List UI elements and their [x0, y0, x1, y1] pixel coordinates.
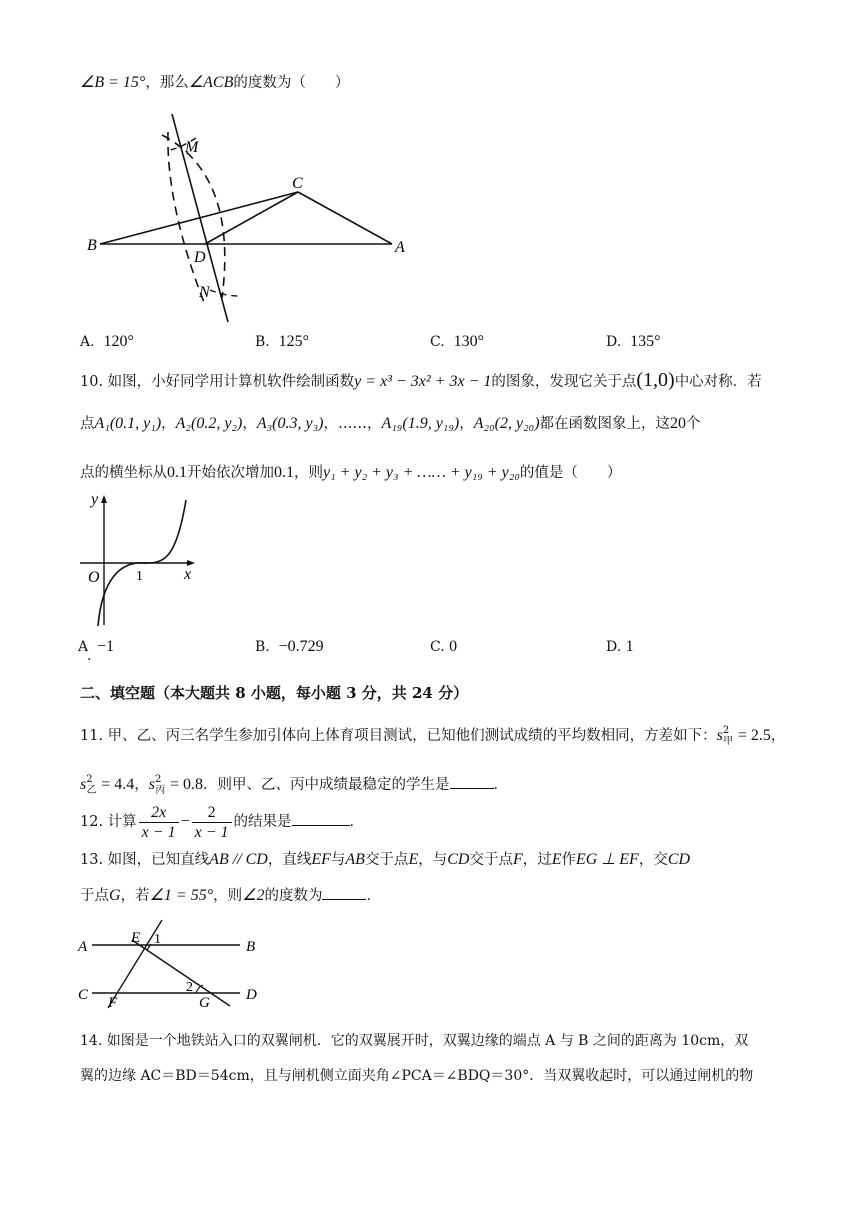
label-one: 1: [136, 569, 143, 584]
q9-option-a[interactable]: A. 120°: [80, 333, 134, 350]
label-x: x: [184, 566, 192, 583]
label-one: 1: [154, 932, 161, 947]
q12-fraction-1: $\frac{2x}{x - 1}$: [139, 803, 179, 842]
q10-option-c[interactable]: C. 0: [430, 638, 458, 655]
label-c: C: [292, 175, 303, 192]
q12-line: 12. 计算 $\frac{2x}{x - 1}$ − $\frac{2}{x - 1}$ 的结果是 ．: [80, 803, 365, 841]
q12-fraction-2: $\frac{2}{x - 1}$: [192, 803, 232, 842]
segment-ca: [298, 192, 392, 244]
label-m: M: [185, 139, 199, 156]
q10-option-a-dot: .: [87, 648, 92, 664]
q9-option-c[interactable]: C. 130°: [430, 333, 484, 350]
q14-line-1: 14. 如图是一个地铁站入口的双翼闸机．它的双翼展开时，双翼边缘的端点 A 与 B 之间的距离为 10cm，双: [80, 1033, 749, 1049]
q9-figure: [80, 108, 420, 328]
label-y: y: [91, 491, 99, 508]
segment-cd: [205, 192, 298, 244]
label-a: A: [78, 939, 88, 955]
q13-answer-blank[interactable]: [322, 885, 366, 900]
q11-line-2: $s^2_乙 = 4.4$，$s^2_丙 = 0.8$．则甲、乙、丙中成绩最稳定的学生是 ．: [80, 774, 508, 796]
q10-option-b[interactable]: B. −0.729: [255, 638, 324, 655]
label-g: G: [199, 995, 210, 1011]
label-a: A: [395, 239, 405, 256]
q9-angle-b: ∠B = 15°: [80, 74, 146, 91]
y-axis-arrow: [101, 495, 107, 503]
label-e: E: [131, 930, 141, 946]
q12-answer-blank[interactable]: [292, 811, 350, 826]
section-2-title: 二、填空题（本大题共 8 小题，每小题 3 分，共 24 分）: [80, 684, 469, 702]
q11-line-1: 11. 甲、乙、丙三名学生参加引体向上体育项目测试，已知他们测试成绩的平均数相同，方差如下：$s^2_甲 = 2.5$，: [80, 725, 786, 747]
q9-option-d[interactable]: D. 135°: [606, 333, 661, 350]
q11-answer-blank[interactable]: [450, 774, 494, 789]
q9-option-b[interactable]: B. 125°: [255, 333, 310, 350]
q14-line-2: 翼的边缘 AC＝BD＝54cm，且与闸机侧立面夹角∠PCA＝∠BDQ＝30°．当双翼收起时，可以通过闸机的物: [80, 1068, 754, 1084]
label-d: D: [194, 249, 206, 266]
q10-line-2: 点A₁(0.1, y₁)，A₂(0.2, y₂)，A₃(0.3, y₃)，……，A₁₉(1.9, y₁₉)，A₂₀(2, y₂₀)都在函数图象上，这20个: [80, 415, 701, 432]
q10-line-3: 点的横坐标从0.1开始依次增加0.1，则y₁ + y₂ + y₃ + …… + y₁₉ + y₂₀的值是（ ）: [80, 464, 622, 481]
label-n: N: [199, 284, 210, 301]
q13-figure: [76, 915, 266, 1015]
segment-bc: [100, 192, 298, 244]
q10-graph: [80, 490, 200, 630]
label-f: F: [108, 995, 118, 1011]
q10-function: y = x³ − 3x² + 3x − 1: [354, 373, 492, 390]
label-c: C: [78, 987, 89, 1003]
q10-sum: y₁ + y₂ + y₃ + …… + y₁₉ + y₂₀: [323, 464, 520, 481]
q13-line-1: 13. 如图，已知直线AB // CD，直线EF与AB交于点E，与CD交于点F，过E作EG ⊥ EF，交CD: [80, 851, 691, 868]
q10-option-d[interactable]: D. 1: [606, 638, 634, 655]
label-o: O: [88, 569, 100, 586]
label-d: D: [246, 987, 257, 1003]
q13-line-2: 于点G，若∠1 = 55°，则∠2的度数为 ．: [80, 887, 381, 904]
q10-option-a[interactable]: A −1: [78, 638, 115, 655]
q9-stem-line: ∠B = 15°，那么∠ACB的度数为（ ）: [80, 74, 350, 91]
label-two: 2: [186, 980, 193, 995]
label-b: B: [246, 939, 256, 955]
q10-line-1: 10. 如图，小好同学用计算机软件绘制函数y = x³ − 3x² + 3x − 1的图象，发现它关于点(1,0)中心对称．若: [80, 369, 762, 391]
arc-tick-n: [210, 290, 238, 296]
q9-angle-acb: ∠ACB: [188, 74, 234, 91]
label-b: B: [87, 237, 97, 254]
